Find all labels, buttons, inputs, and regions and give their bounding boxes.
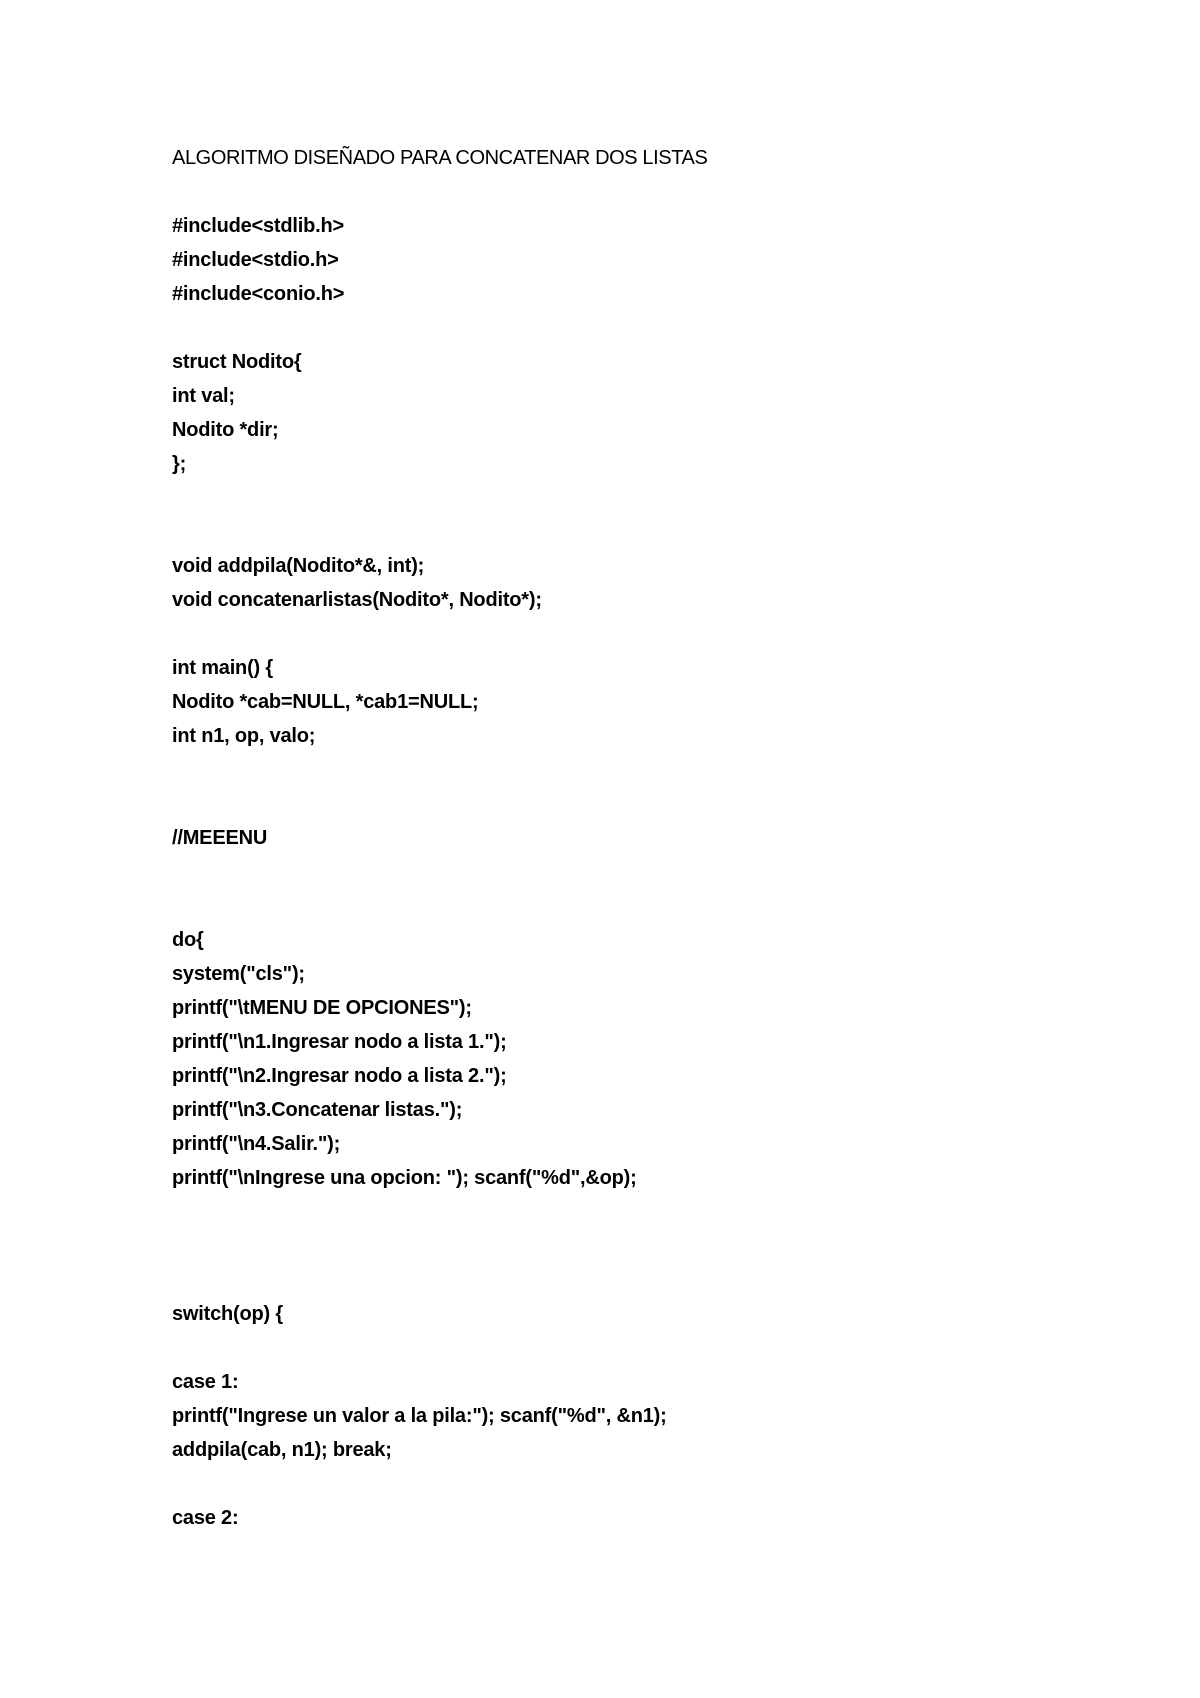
- printf-prompt-scanf-line: printf("\nIngrese una opcion: "); scanf("%d",&op);: [172, 1167, 637, 1189]
- int-declaration-line: int n1, op, valo;: [172, 725, 316, 747]
- case-2-line: case 2:: [172, 1507, 239, 1529]
- pointer-declaration-line: Nodito *cab=NULL, *cab1=NULL;: [172, 691, 479, 713]
- addpila-break-line: addpila(cab, n1); break;: [172, 1439, 392, 1461]
- do-loop-line: do{: [172, 929, 204, 951]
- printf-scanf-pila-line: printf("Ingrese un valor a la pila:"); scanf("%d", &n1);: [172, 1405, 667, 1427]
- case-1-line: case 1:: [172, 1371, 239, 1393]
- include-stdlib-line: #include<stdlib.h>: [172, 215, 344, 237]
- system-cls-line: system("cls");: [172, 963, 305, 985]
- struct-field-dir-line: Nodito *dir;: [172, 419, 279, 441]
- struct-field-val-line: int val;: [172, 385, 235, 407]
- document-title: ALGORITMO DISEÑADO PARA CONCATENAR DOS LISTAS: [172, 147, 708, 169]
- printf-menu-title-line: printf("\tMENU DE OPCIONES");: [172, 997, 472, 1019]
- printf-option-1-line: printf("\n1.Ingresar nodo a lista 1.");: [172, 1031, 507, 1053]
- include-conio-line: #include<conio.h>: [172, 283, 345, 305]
- printf-option-2-line: printf("\n2.Ingresar nodo a lista 2.");: [172, 1065, 507, 1087]
- struct-close-line: };: [172, 453, 187, 475]
- include-stdio-line: #include<stdio.h>: [172, 249, 339, 271]
- prototype-addpila-line: void addpila(Nodito*&, int);: [172, 555, 425, 577]
- printf-option-4-line: printf("\n4.Salir.");: [172, 1133, 341, 1155]
- switch-statement-line: switch(op) {: [172, 1303, 283, 1325]
- menu-comment-line: //MEEENU: [172, 827, 268, 849]
- struct-declaration-line: struct Nodito{: [172, 351, 302, 373]
- prototype-concatenar-line: void concatenarlistas(Nodito*, Nodito*);: [172, 589, 542, 611]
- main-declaration-line: int main() {: [172, 657, 273, 679]
- printf-option-3-line: printf("\n3.Concatenar listas.");: [172, 1099, 463, 1121]
